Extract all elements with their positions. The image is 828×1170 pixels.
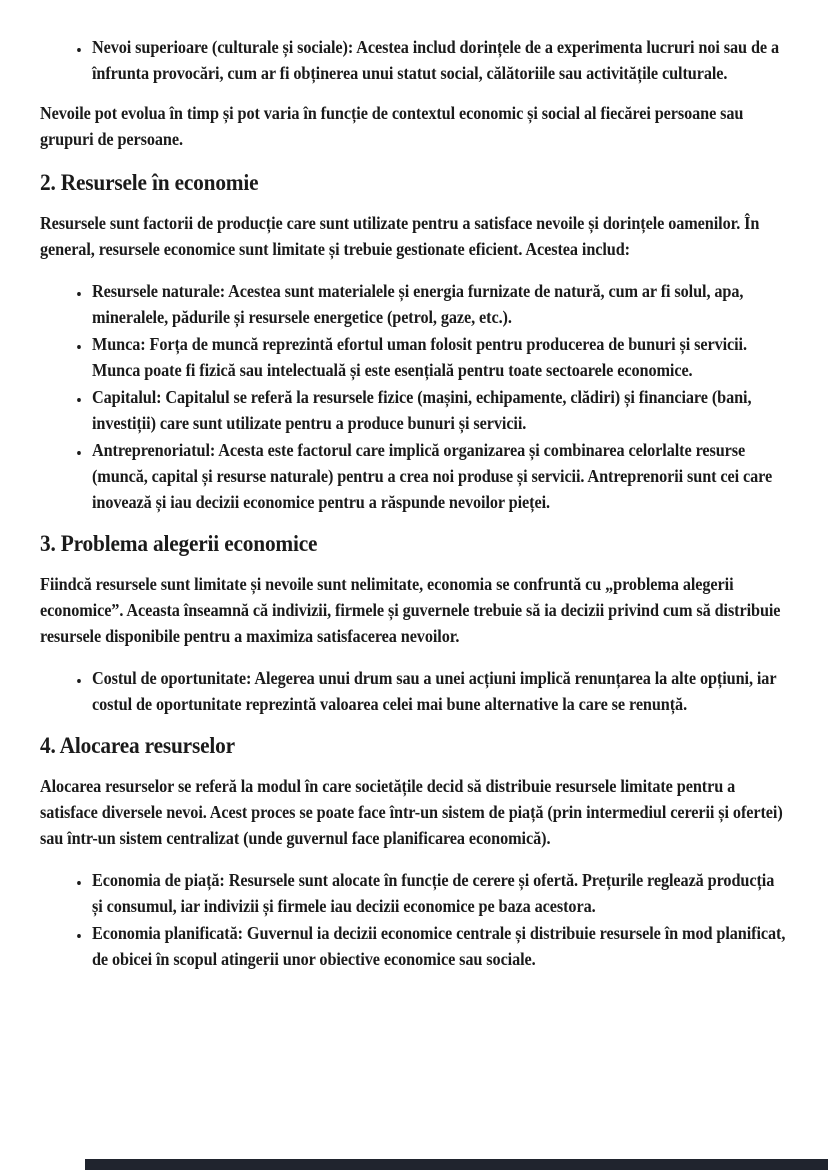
section-heading-allocation: 4. Alocarea resurselor xyxy=(40,733,235,758)
section-heading-choice-problem: 3. Problema alegerii economice xyxy=(40,531,318,556)
allocation-bullet-list xyxy=(40,867,788,972)
intro-bullet-list xyxy=(40,34,788,86)
bullet-item: • Munca: Forța de muncă reprezintă efortul uman folosit pentru producerea de bunuri și servicii. Munca poate fi fizică sau intelectuală și este esențială pentru toate sectoarele economice. xyxy=(90,331,788,383)
body-paragraph: Fiindcă resursele sunt limitate și nevoile sunt nelimitate, economia se confruntă cu „problema alegerii economice”. Aceasta înseamnă că indivizii, firmele și guvernele trebuie să ia decizii privind cum să distribuie resursele disponibile pentru a maximiza satisfacerea nevoilor. xyxy=(40,574,781,646)
body-paragraph: Alocarea resurselor se referă la modul în care societățile decid să distribuie resursele limitate pentru a satisface diversele nevoi. Acest proces se poate face într-un sistem de piață (prin intermediul cererii și ofertei) sau într-un sistem centralizat (unde guvernul face planificarea economică). xyxy=(40,776,783,848)
bullet-item: • Capitalul: Capitalul se referă la resursele fizice (mașini, echipamente, clădiri) și financiare (bani, investiții) care sunt utilizate pentru a produce bunuri și servicii. xyxy=(90,384,788,436)
bullet-item: • Economia de piață: Resursele sunt alocate în funcție de cerere și ofertă. Prețurile reglează producția și consumul, iar indivizii și firmele iau decizii economice pe baza acestora. xyxy=(90,867,788,919)
body-paragraph: Nevoile pot evolua în timp și pot varia în funcție de contextul economic și social al fiecărei persoane sau grupuri de persoane. xyxy=(40,103,744,149)
bullet-item: • Nevoi superioare (culturale și sociale): Acestea includ dorințele de a experimenta lucruri noi sau de a înfrunta provocări, cum ar fi obținerea unui statut social, călătoriile sau activitățile culturale. xyxy=(90,34,788,86)
section-heading-resources: 2. Resursele în economie xyxy=(40,170,259,195)
document-content xyxy=(40,34,788,972)
bullet-item: • Antreprenoriatul: Acesta este factorul care implică organizarea și combinarea celorlalte resurse (muncă, capital și resurse naturale) pentru a crea noi produse și servicii. Antreprenorii sunt cei care inovează și iau decizii economice pentru a răspunde nevoilor pieței. xyxy=(90,437,788,515)
bullet-item: • Resursele naturale: Acestea sunt materialele și energia furnizate de natură, cum ar fi solul, apa, mineralele, pădurile și resursele energetice (petrol, gaze, etc.). xyxy=(90,278,788,330)
body-paragraph: Resursele sunt factorii de producție care sunt utilizate pentru a satisface nevoile și dorințele oamenilor. În general, resursele economice sunt limitate și trebuie gestionate eficient. Acestea includ: xyxy=(40,213,760,259)
resources-bullet-list xyxy=(40,278,788,515)
next-page-edge-bar xyxy=(85,1159,828,1170)
bullet-item: • Costul de oportunitate: Alegerea unui drum sau a unei acțiuni implică renunțarea la alte opțiuni, iar costul de oportunitate reprezintă valoarea celei mai bune alternative la care se renunță. xyxy=(90,665,788,717)
choice-bullet-list xyxy=(40,665,788,717)
bullet-item: • Economia planificată: Guvernul ia decizii economice centrale și distribuie resursele în mod planificat, de obicei în scopul atingerii unor obiective economice sau sociale. xyxy=(90,920,788,972)
